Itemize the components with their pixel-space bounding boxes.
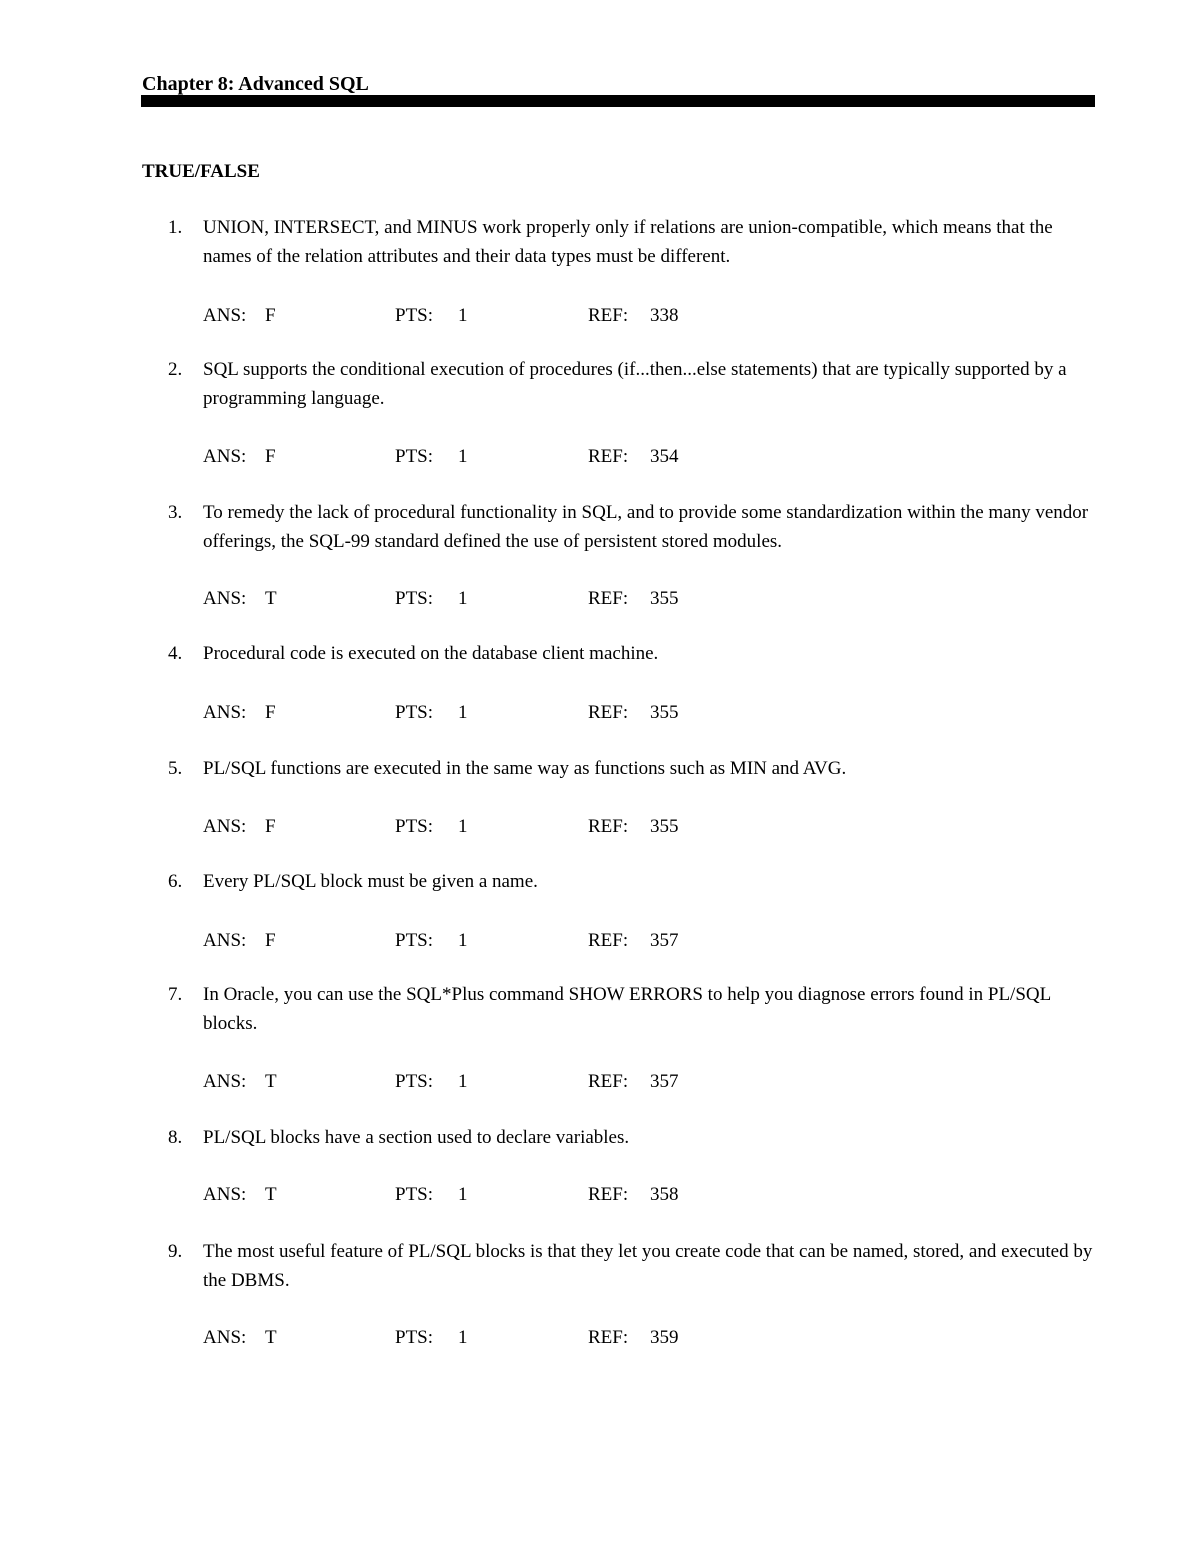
- ref-value: 355: [650, 816, 679, 837]
- pts-value: 1: [458, 816, 468, 837]
- pts-value: 1: [458, 1071, 468, 1092]
- pts-value: 1: [458, 446, 468, 467]
- question-number: 4.: [168, 643, 183, 664]
- ref-value: 355: [650, 702, 679, 723]
- ref-label: REF:: [588, 446, 629, 467]
- pts-label: PTS:: [395, 305, 434, 326]
- ref-label: REF:: [588, 588, 629, 609]
- question-text: PL/SQL blocks have a section used to declare variables.: [203, 1127, 630, 1148]
- pts-value: 1: [458, 930, 468, 951]
- ans-value: F: [265, 816, 276, 837]
- ans-label: ANS:: [203, 588, 247, 609]
- ref-value: 338: [650, 305, 679, 326]
- section-heading: TRUE/FALSE: [142, 161, 260, 182]
- question-number: 2.: [168, 359, 183, 380]
- ans-value: T: [265, 1071, 277, 1092]
- question-number: 1.: [168, 217, 183, 238]
- pts-value: 1: [458, 588, 468, 609]
- pts-label: PTS:: [395, 1071, 434, 1092]
- ans-label: ANS:: [203, 816, 247, 837]
- ans-label: ANS:: [203, 1327, 247, 1348]
- ans-label: ANS:: [203, 305, 247, 326]
- ref-label: REF:: [588, 305, 629, 326]
- pts-label: PTS:: [395, 702, 434, 723]
- chapter-title: Chapter 8: Advanced SQL: [142, 73, 369, 95]
- pts-value: 1: [458, 1184, 468, 1205]
- pts-label: PTS:: [395, 930, 434, 951]
- ref-label: REF:: [588, 1071, 629, 1092]
- question-text: Procedural code is executed on the database client machine.: [203, 643, 659, 664]
- pts-value: 1: [458, 1327, 468, 1348]
- ans-label: ANS:: [203, 702, 247, 723]
- question-number: 3.: [168, 502, 183, 523]
- ref-value: 354: [650, 446, 679, 467]
- question-text: In Oracle, you can use the SQL*Plus command SHOW ERRORS to help you diagnose errors found in PL/SQL blocks.: [203, 984, 1051, 1034]
- question-number: 8.: [168, 1127, 183, 1148]
- ans-value: F: [265, 702, 276, 723]
- ans-label: ANS:: [203, 1071, 247, 1092]
- pts-label: PTS:: [395, 588, 434, 609]
- question-text: UNION, INTERSECT, and MINUS work properly only if relations are union-compatible, which means that the names of the relation attributes and their data types must be different.: [203, 217, 1053, 267]
- ref-label: REF:: [588, 702, 629, 723]
- question-text: SQL supports the conditional execution of procedures (if...then...else statements) that are typically supported by a programming language.: [203, 359, 1067, 409]
- ref-label: REF:: [588, 930, 629, 951]
- ans-value: T: [265, 588, 277, 609]
- pts-label: PTS:: [395, 1184, 434, 1205]
- ans-label: ANS:: [203, 446, 247, 467]
- ans-value: F: [265, 930, 276, 951]
- ref-label: REF:: [588, 816, 629, 837]
- ans-label: ANS:: [203, 1184, 247, 1205]
- ans-value: F: [265, 446, 276, 467]
- ref-value: 357: [650, 930, 679, 951]
- ref-label: REF:: [588, 1327, 629, 1348]
- ans-value: T: [265, 1327, 277, 1348]
- question-text: PL/SQL functions are executed in the same way as functions such as MIN and AVG.: [203, 758, 847, 779]
- pts-label: PTS:: [395, 1327, 434, 1348]
- ref-value: 357: [650, 1071, 679, 1092]
- question-number: 6.: [168, 871, 183, 892]
- ans-label: ANS:: [203, 930, 247, 951]
- ans-value: F: [265, 305, 276, 326]
- pts-value: 1: [458, 305, 468, 326]
- question-text: To remedy the lack of procedural functionality in SQL, and to provide some standardization within the many vendor offerings, the SQL-99 standard defined the use of persistent stored modules.: [203, 502, 1089, 552]
- question-text: Every PL/SQL block must be given a name.: [203, 871, 538, 892]
- ref-value: 355: [650, 588, 679, 609]
- ref-label: REF:: [588, 1184, 629, 1205]
- pts-label: PTS:: [395, 816, 434, 837]
- question-number: 5.: [168, 758, 183, 779]
- pts-value: 1: [458, 702, 468, 723]
- question-number: 7.: [168, 984, 183, 1005]
- pts-label: PTS:: [395, 446, 434, 467]
- question-number: 9.: [168, 1241, 183, 1262]
- ans-value: T: [265, 1184, 277, 1205]
- ref-value: 359: [650, 1327, 679, 1348]
- ref-value: 358: [650, 1184, 679, 1205]
- question-text: The most useful feature of PL/SQL blocks is that they let you create code that can be named, stored, and executed by the DBMS.: [203, 1241, 1093, 1291]
